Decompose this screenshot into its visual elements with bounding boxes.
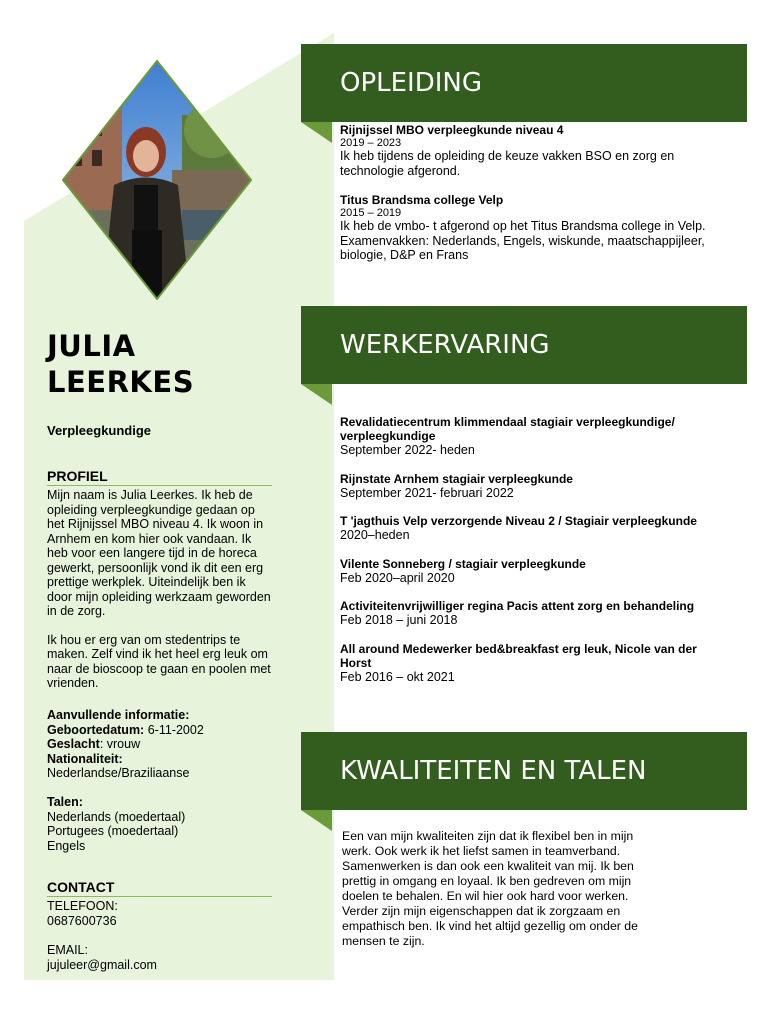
language-item: Portugees (moedertaal) [47, 824, 179, 838]
work-dates: Feb 2018 – juni 2018 [340, 613, 458, 627]
work-title: All around Medewerker bed&breakfast erg leuk, Nicole van der Horst [340, 641, 697, 670]
languages-heading: Talen: [47, 795, 83, 809]
gender-value: : vrouw [99, 737, 141, 751]
qualities-text: Een van mijn kwaliteiten zijn dat ik flexibel ben in mijn werk. Ook werk ik het liefst samen in teamverband. Samenwerken is dan ook een kwaliteit van mij. Ik ben prettig in omgang en loyaal. Ik ben gedreven om mijn doelen te behalen. En wil hier ook hard voor werken. Verder zijn mijn eigenschappen dat ik zorgzaam en empathisch ben. Ik vind het altijd gezellig om onder de mensen te zijn. [342, 829, 638, 948]
work-dates: 2020–heden [340, 528, 410, 542]
info-heading: Aanvullende informatie: [47, 708, 190, 722]
nationality-label: Nationaliteit: [47, 751, 123, 766]
work-dates: September 2022- heden [340, 443, 475, 457]
work-title: Vilente Sonneberg / stagiair verpleegkunde [340, 556, 586, 571]
work-banner [301, 306, 747, 384]
education-text: Ik heb de vmbo- t afgerond op het Titus Brandsma college in Velp. Examenvakken: Nederlands, Engels, wiskunde, maatschappijleer, biologie, D&P en Frans [340, 219, 706, 262]
work-section [340, 415, 720, 698]
education-entry [340, 123, 720, 178]
gender-label: Geslacht [47, 737, 100, 751]
contact-section [47, 879, 272, 972]
email-address[interactable]: jujuleer@gmail.com [47, 957, 157, 972]
education-heading: OPLEIDING [340, 68, 483, 98]
education-dates: 2019 – 2023 [340, 137, 402, 149]
birth-value: 6-11-2002 [144, 722, 204, 737]
work-title: Rijnstate Arnhem stagiair verpleegkunde [340, 471, 573, 486]
languages-section [47, 795, 272, 853]
first-name: JULIA [47, 329, 136, 363]
profile-paragraph-1: Mijn naam is Julia Leerkes. Ik heb de opleiding verpleegkundige gedaan op het Rijnijssel MBO niveau 4. Ik woon in Arnhem en kom hier ook vandaan. Ik heb voor een langere tijd in de horeca gewerkt, persoonlijk vond ik dit een erg prettige werkplek. Uiteindelijk ben ik door mijn opleiding werkzaam geworden in de zorg. [47, 488, 271, 618]
work-entry [340, 599, 720, 628]
last-name: LEERKES [47, 365, 195, 399]
email-label: EMAIL: [47, 943, 88, 957]
profile-photo [62, 60, 252, 300]
profile-paragraph-2: Ik hou er erg van om stedentrips te maken. Zelf vind ik het heel erg leuk om naar de bioscoop te gaan en poolen met vrienden. [47, 632, 271, 690]
education-dates: 2015 – 2019 [340, 207, 402, 219]
work-entry [340, 557, 720, 586]
work-title: T 'jagthuis Velp verzorgende Niveau 2 / Stagiair verpleegkunde [340, 514, 697, 528]
work-dates: September 2021- februari 2022 [340, 485, 514, 500]
person-name [47, 328, 272, 400]
work-entry [340, 514, 720, 543]
language-item: Engels [47, 838, 86, 853]
education-entry [340, 193, 720, 263]
profile-heading: PROFIEL [47, 468, 272, 486]
profile-section [47, 468, 272, 691]
work-entry [340, 415, 720, 458]
nationality-value: Nederlandse/Braziliaanse [47, 766, 190, 780]
education-section [340, 123, 720, 278]
work-title: Revalidatiecentrum klimmendaal stagiair verpleegkundige/ verpleegkundige [340, 415, 675, 443]
qualities-section [342, 829, 662, 949]
work-title: Activiteitenvrijwilliger regina Pacis attent zorg en behandeling [340, 599, 695, 613]
work-dates: Feb 2016 – okt 2021 [340, 669, 455, 684]
work-entry [340, 642, 720, 685]
phone-number[interactable]: 0687600736 [47, 913, 117, 928]
info-section [47, 708, 272, 781]
contact-heading: CONTACT [47, 879, 272, 897]
education-banner [301, 44, 747, 122]
work-dates: Feb 2020–april 2020 [340, 570, 455, 585]
education-title: Titus Brandsma college Velp [340, 193, 504, 207]
phone-label: TELEFOON: [47, 899, 118, 913]
qualities-heading: KWALITEITEN EN TALEN [340, 756, 647, 786]
qualities-banner [301, 732, 747, 810]
work-heading: WERKERVARING [340, 330, 550, 360]
birth-label: Geboortedatum: [47, 722, 145, 737]
education-title: Rijnijssel MBO verpleegkunde niveau 4 [340, 123, 564, 137]
education-text: Ik heb tijdens de opleiding de keuze vakken BSO en zorg en technologie afgerond. [340, 149, 675, 178]
work-entry [340, 472, 720, 501]
language-item: Nederlands (moedertaal) [47, 809, 186, 824]
job-title: Verpleegkundige [47, 423, 152, 438]
